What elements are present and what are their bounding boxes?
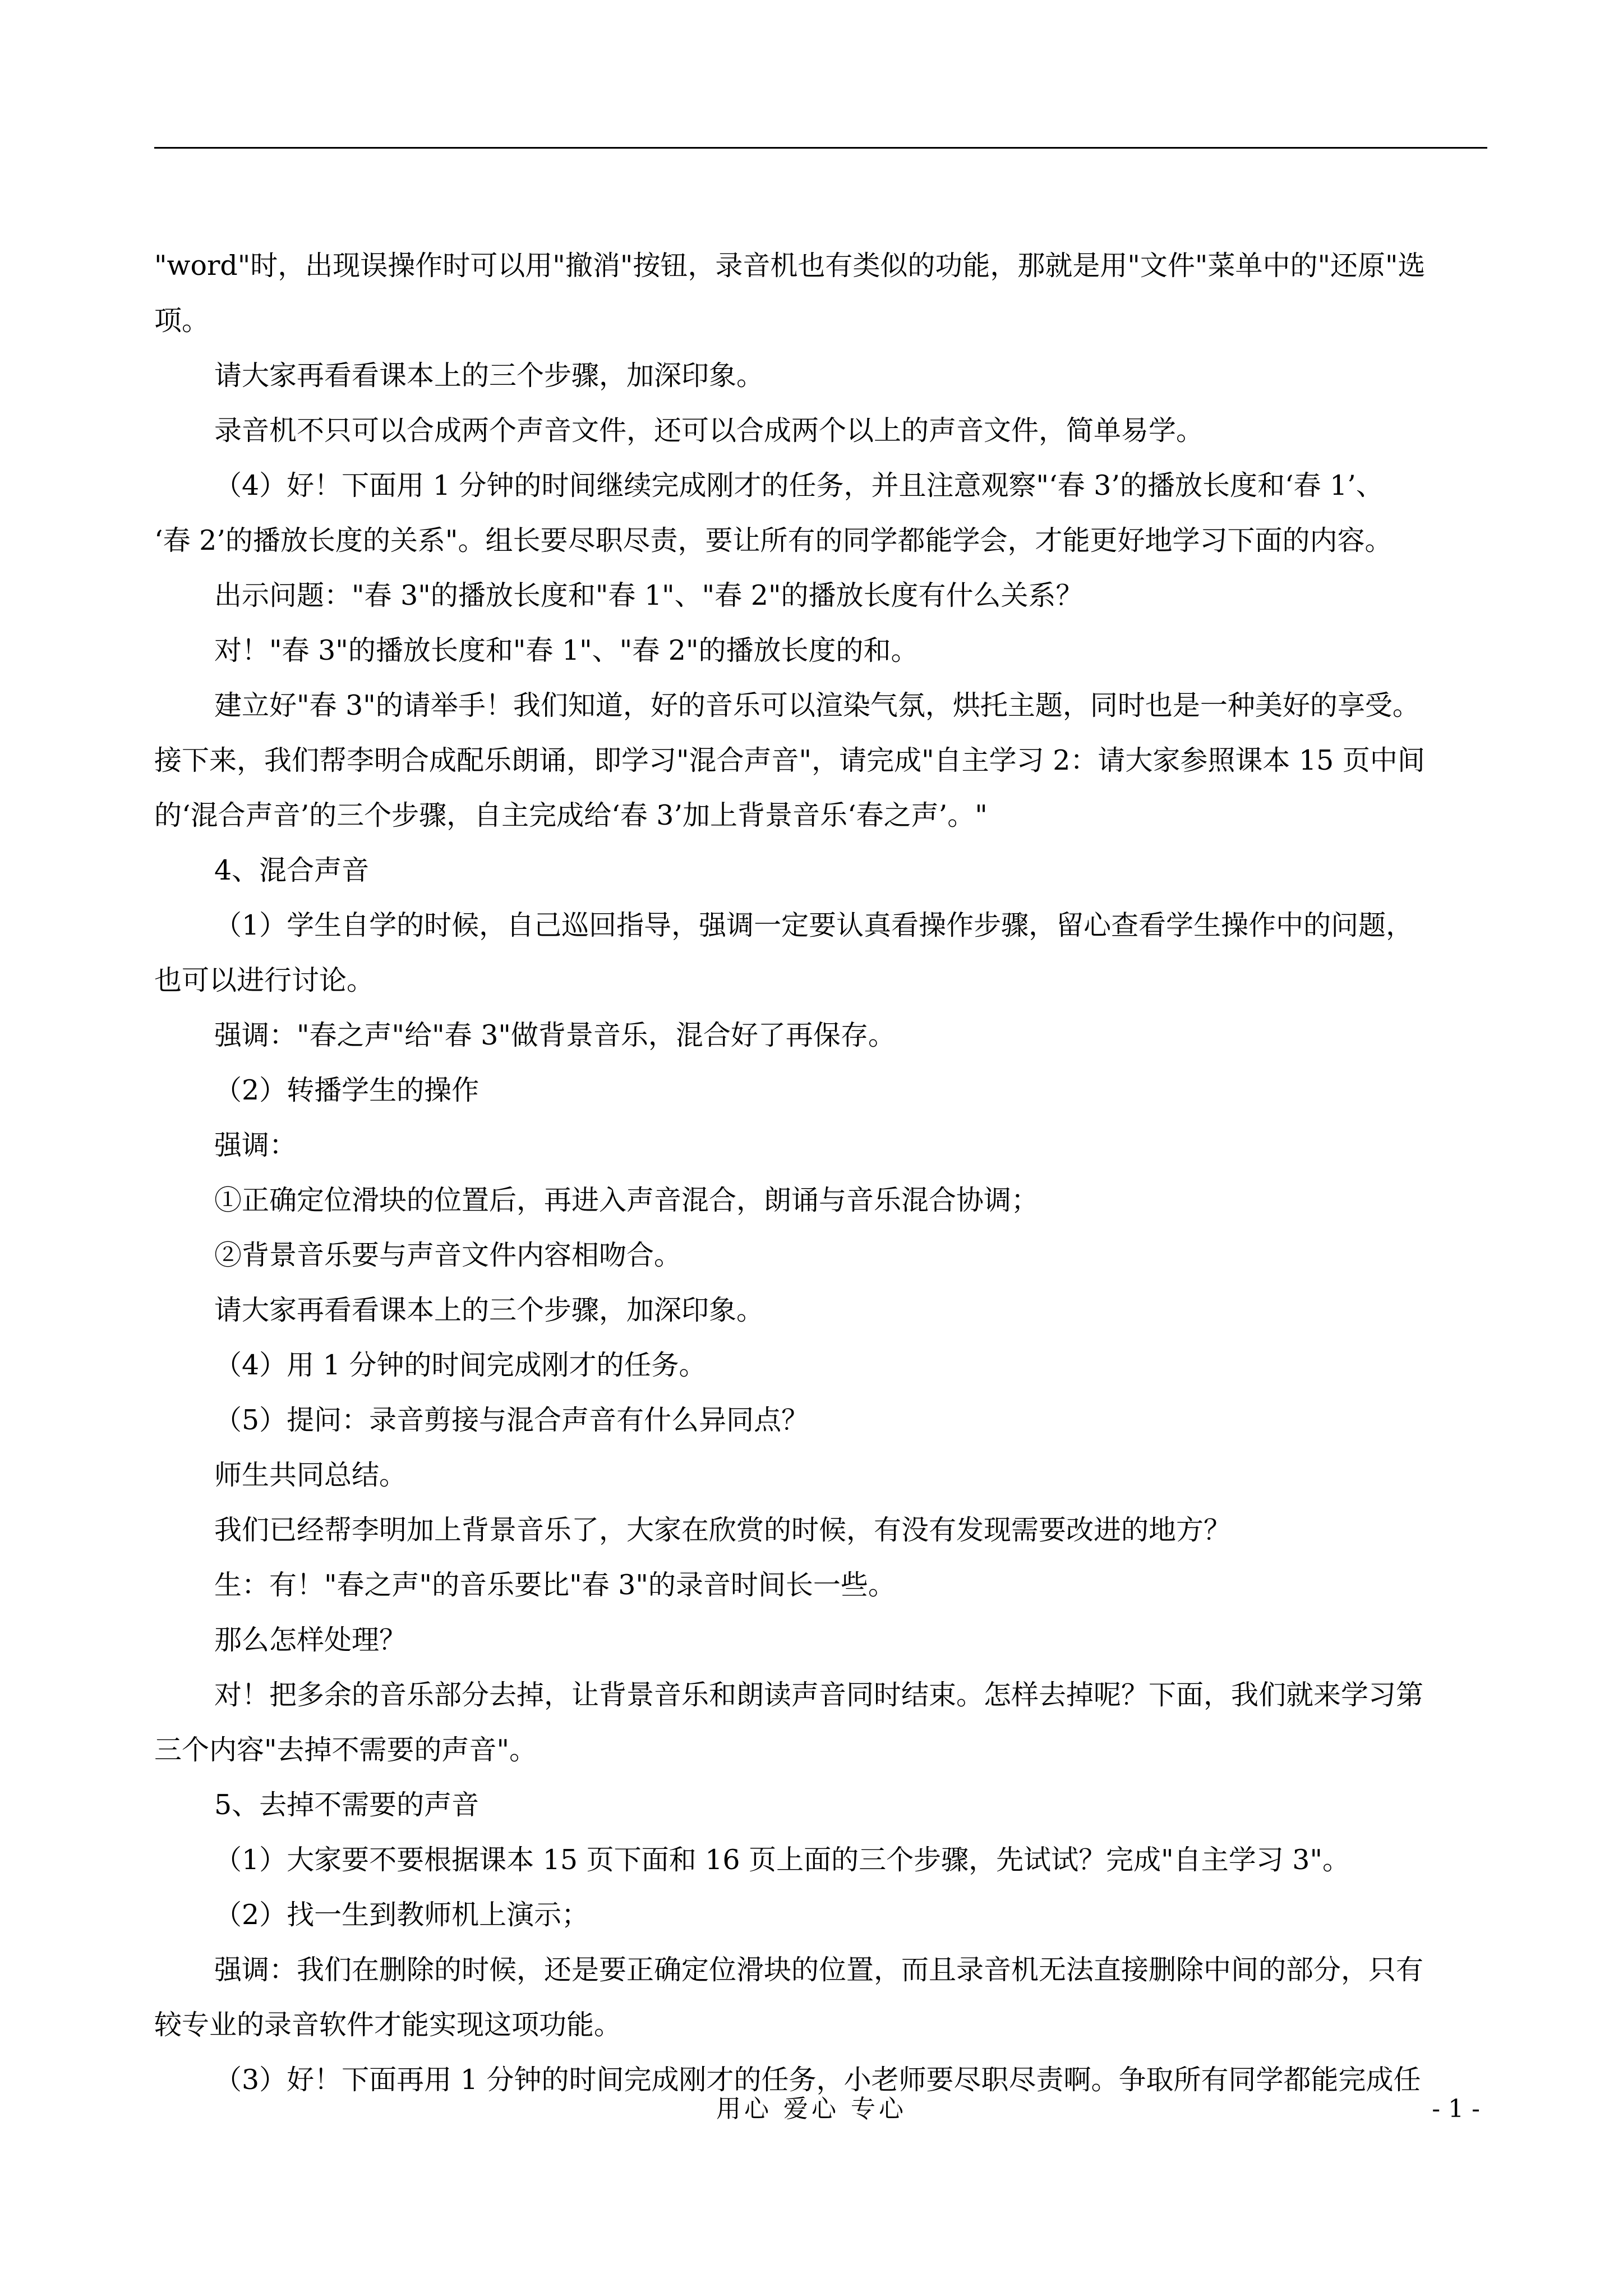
text-line: 对！把多余的音乐部分去掉，让背景音乐和朗读声音同时结束。怎样去掉呢？下面，我们就来学习第 (214, 1679, 1424, 1711)
section-heading: 4、混合声音 (214, 854, 370, 886)
text-line: 请大家再看看课本上的三个步骤，加深印象。 (214, 360, 764, 392)
text-line: （3）好！下面再用 1 分钟的时间完成刚才的任务，小老师要尽职尽责啊。争取所有同学都能完成任 (214, 2064, 1421, 2096)
page-number: - 1 - (1432, 2095, 1480, 2123)
text-line: （4）用 1 分钟的时间完成刚才的任务。 (214, 1349, 707, 1381)
text-line: （4）好！下面用 1 分钟的时间继续完成刚才的任务，并且注意观察"‘春 3’的播放长度和‘春 1’、 (214, 470, 1384, 501)
text-line: （2）找一生到教师机上演示； (214, 1899, 589, 1931)
text-line: "word"时，出现误操作时可以用"撤消"按钮，录音机也有类似的功能，那就是用"文件"菜单中的"还原"选 (154, 250, 1426, 282)
body-text (154, 238, 1483, 2108)
text-line: ②背景音乐要与声音文件内容相吻合。 (214, 1239, 682, 1271)
text-line: 强调："春之声"给"春 3"做背景音乐，混合好了再保存。 (214, 1019, 896, 1051)
text-line: （5）提问：录音剪接与混合声音有什么异同点？ (214, 1404, 809, 1436)
text-line: 师生共同总结。 (214, 1459, 407, 1491)
text-line: 录音机不只可以合成两个声音文件，还可以合成两个以上的声音文件，简单易学。 (214, 415, 1204, 447)
text-line: 出示问题："春 3"的播放长度和"春 1"、"春 2"的播放长度有什么关系？ (214, 579, 1083, 611)
text-line: ①正确定位滑块的位置后，再进入声音混合，朗诵与音乐混合协调； (214, 1184, 1039, 1216)
text-line: 我们已经帮李明加上背景音乐了，大家在欣赏的时候，有没有发现需要改进的地方？ (214, 1514, 1232, 1546)
text-line: 强调： (214, 1129, 297, 1161)
text-line: 的‘混合声音’的三个步骤，自主完成给‘春 3’加上背景音乐‘春之声’。" (154, 799, 988, 831)
text-line: 那么怎样处理？ (214, 1624, 407, 1656)
text-line: （1）学生自学的时候，自己巡回指导，强调一定要认真看操作步骤，留心查看学生操作中的问题， (214, 909, 1414, 941)
text-line: 生：有！"春之声"的音乐要比"春 3"的录音时间长一些。 (214, 1569, 896, 1601)
text-line: 三个内容"去掉不需要的声音"。 (154, 1734, 537, 1766)
text-line: 建立好"春 3"的请举手！我们知道，好的音乐可以渲染气氛，烘托主题，同时也是一种美好的享受。 (214, 689, 1420, 721)
footer-motto: 用心 爱心 专心 (716, 2095, 907, 2123)
text-line: 较专业的录音软件才能实现这项功能。 (154, 2009, 622, 2041)
section-heading: 5、去掉不需要的声音 (214, 1789, 479, 1821)
text-line: 项。 (154, 305, 210, 337)
text-line: 接下来，我们帮李明合成配乐朗诵，即学习"混合声音"，请完成"自主学习 2：请大家参照课本 15 页中间 (154, 744, 1425, 776)
text-line: ‘春 2’的播放长度的关系"。组长要尽职尽责，要让所有的同学都能学会，才能更好地学习下面的内容。 (154, 524, 1393, 556)
text-line: （1）大家要不要根据课本 15 页下面和 16 页上面的三个步骤，先试试？完成"自主学习 3"。 (214, 1844, 1350, 1876)
header-rule (154, 147, 1487, 149)
text-line: 强调：我们在删除的时候，还是要正确定位滑块的位置，而且录音机无法直接删除中间的部分，只有 (214, 1954, 1424, 1986)
text-line: 也可以进行讨论。 (154, 964, 375, 996)
text-line: 请大家再看看课本上的三个步骤，加深印象。 (214, 1294, 764, 1326)
text-line: （2）转播学生的操作 (214, 1074, 479, 1106)
text-line: 对！"春 3"的播放长度和"春 1"、"春 2"的播放长度的和。 (214, 634, 919, 666)
